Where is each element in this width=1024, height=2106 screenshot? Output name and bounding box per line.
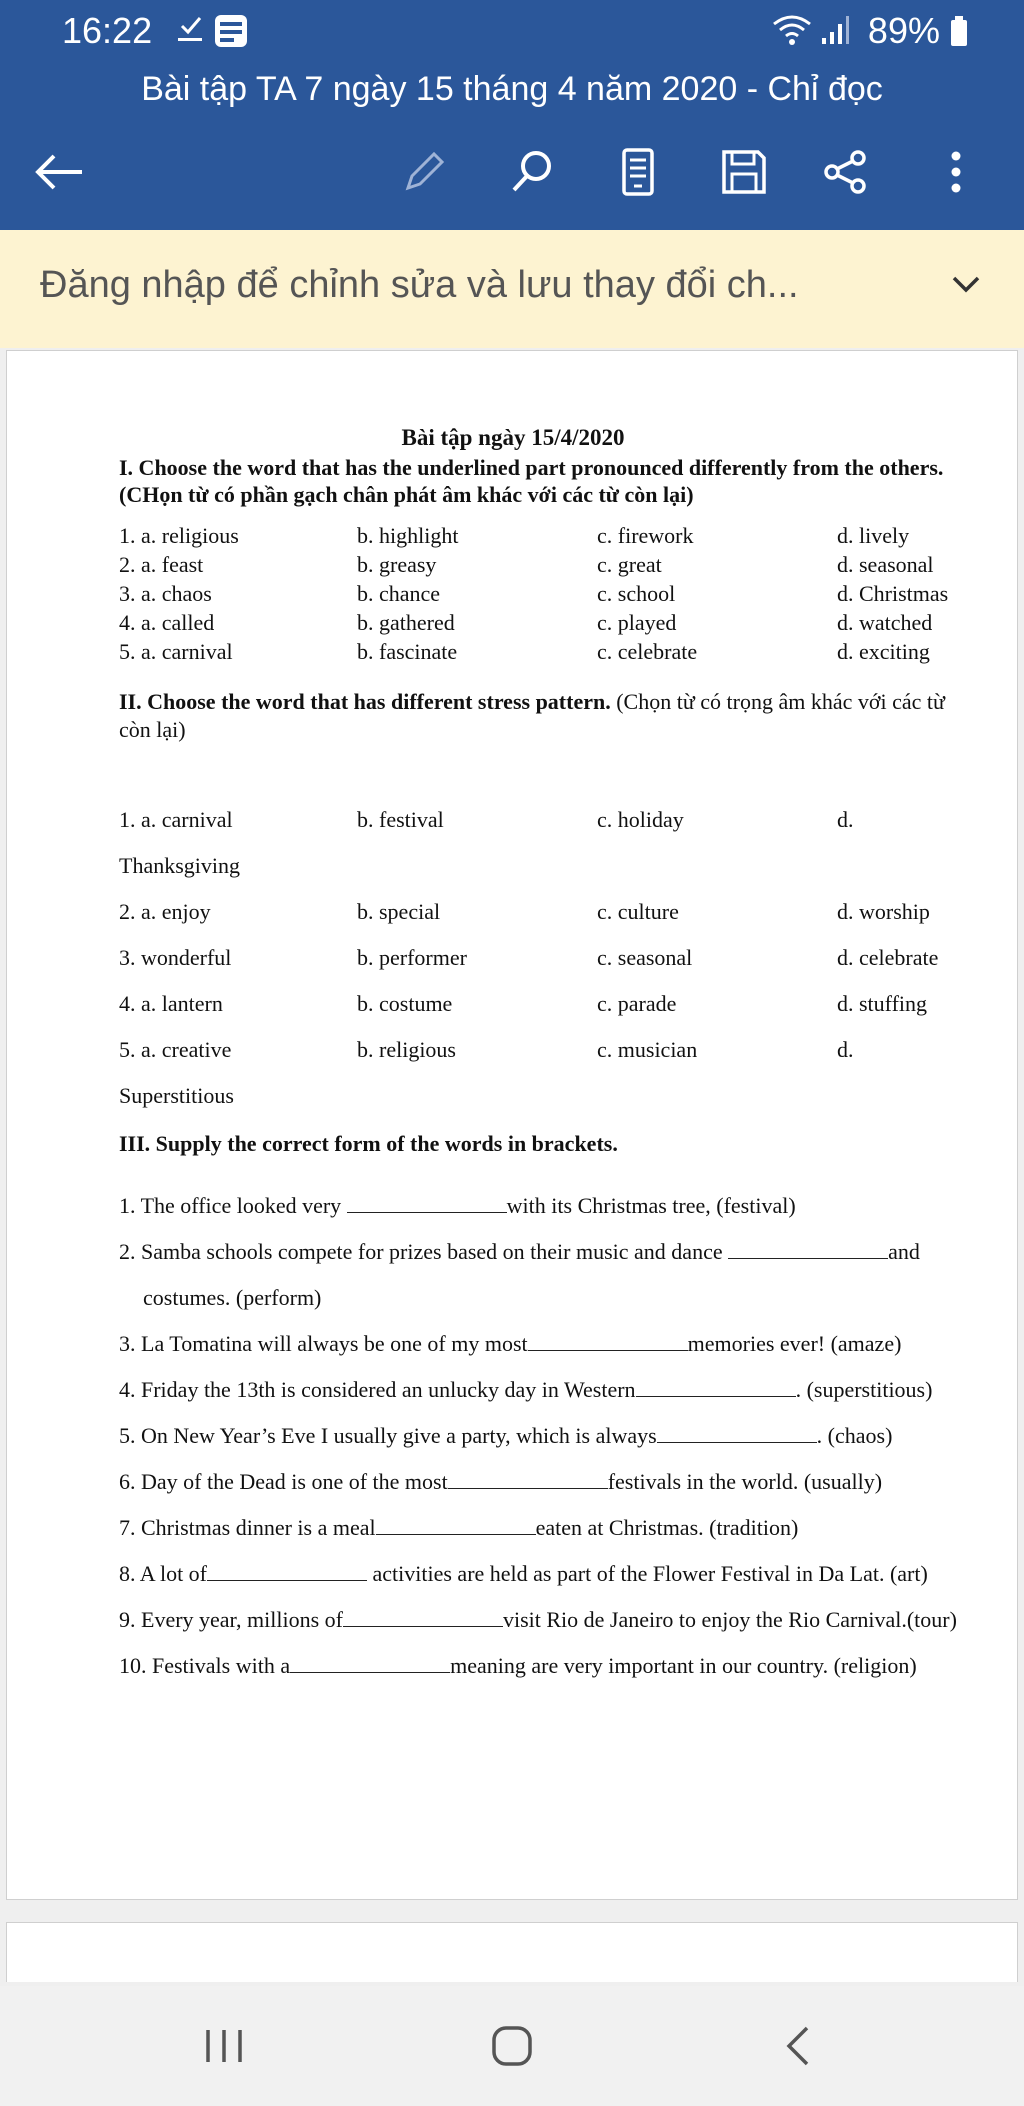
sign-in-banner[interactable] [0,230,1024,348]
s3-item-hint: activities are held as part of the Flower Festival in Da Lat. (art) [367,1561,928,1586]
s1-option: b. chance [357,581,441,606]
s3-item [119,1193,796,1219]
more-options-button[interactable] [924,140,988,204]
s3-item-hint: and [888,1239,920,1264]
s1-option: b. greasy [357,552,437,577]
s2-option: c. culture [597,899,679,924]
s3-item-text: 9. Every year, millions of [119,1607,343,1632]
s3-item-text: 6. Day of the Dead is one of the most [119,1469,448,1494]
next-document-page[interactable] [6,1922,1018,1982]
s1-option: 3. a. chaos [119,581,212,606]
share-button[interactable] [814,140,878,204]
battery-indicator [868,10,968,52]
s2-option: d. [837,1037,854,1062]
s1-option: c. firework [597,523,694,548]
banner-text: Đăng nhập để chỉnh sửa và lưu thay đổi ch... [40,264,799,306]
s3-item-text: 5. On New Year’s Eve I usually give a party, which is always [119,1423,657,1448]
s3-item [119,1469,882,1495]
s2-option: b. festival [357,807,444,832]
s3-item-text: 8. A lot of [119,1561,208,1586]
answer-blank [528,1332,688,1351]
answer-blank [657,1424,817,1443]
signal-icon [820,14,850,54]
s2-option: b. religious [357,1037,456,1062]
s2-option: 2. a. enjoy [119,899,211,924]
share-icon [822,148,870,196]
s1-option: c. played [597,610,677,635]
s3-item-hint: . (chaos) [816,1423,893,1448]
save-button[interactable] [712,140,776,204]
s3-item-hint: . (superstitious) [795,1377,933,1402]
s1-option: 1. a. religious [119,523,239,548]
pencil-icon [400,148,448,196]
s3-item [119,1331,901,1357]
s2-option: d. worship [837,899,930,924]
s2-option: b. special [357,899,441,924]
s3-item-text: 1. The office looked very [119,1193,347,1218]
s2-option: c. parade [597,991,677,1016]
s3-item [119,1423,892,1449]
document-title: Bài tập TA 7 ngày 15 tháng 4 năm 2020 - Chỉ đọc [141,70,883,108]
s3-item-text: 4. Friday the 13th is considered an unlucky day in Western [119,1377,636,1402]
recent-apps-button[interactable] [184,2016,264,2076]
section2-title-line2: còn lại) [119,717,186,742]
s3-item [119,1377,932,1403]
chevron-left-icon [783,2024,813,2068]
s3-item [119,1607,957,1633]
mobile-view-button[interactable] [606,140,670,204]
s3-item [119,1561,928,1587]
section2-title-bold: II. Choose the word that has different stress pattern. [119,689,611,714]
s2-option: 1. a. carnival [119,807,233,832]
answer-blank [376,1516,536,1535]
s2-option: d. celebrate [837,945,939,970]
answer-blank [636,1378,796,1397]
nav-back-button[interactable] [758,2016,838,2076]
more-vertical-icon [948,148,964,196]
s1-option: d. seasonal [837,552,934,577]
s3-item-hint: with its Christmas tree, (festival) [506,1193,796,1218]
s1-option: c. school [597,581,676,606]
s2-option: 4. a. lantern [119,991,223,1016]
s2-option: 3. wonderful [119,945,232,970]
s2-overflow-word: Superstitious [119,1083,234,1108]
s3-item-text: 3. La Tomatina will always be one of my most [119,1331,528,1356]
battery-icon [950,16,968,46]
s1-option: b. fascinate [357,639,458,664]
mobile-view-icon [618,148,658,196]
back-arrow-icon [32,152,84,192]
s2-option: b. performer [357,945,467,970]
s3-item-hint: visit Rio de Janeiro to enjoy the Rio Carnival.(tour) [502,1607,957,1632]
s2-option: c. holiday [597,807,684,832]
section2-title-rest: (Chọn từ có trọng âm khác với các từ [616,689,945,714]
search-icon [508,148,556,196]
s2-option: b. costume [357,991,453,1016]
battery-percent: 89% [867,10,940,51]
s2-option: c. seasonal [597,945,693,970]
s1-option: 2. a. feast [119,552,204,577]
s3-item-text: 10. Festivals with a [119,1653,291,1678]
status-time: 16:22 [62,10,153,51]
recent-apps-icon [202,2026,246,2066]
status-bar [0,0,1024,66]
answer-blank [347,1194,507,1213]
s1-option: b. gathered [357,610,455,635]
section2-title [119,689,945,715]
s3-item-text: 2. Samba schools compete for prizes based on their music and dance [119,1239,729,1264]
s1-option: 5. a. carnival [119,639,233,664]
s3-item [119,1653,917,1679]
s2-option: 5. a. creative [119,1037,232,1062]
home-button[interactable] [472,2016,552,2076]
section1-subtitle: (CHọn từ có phần gạch chân phát âm khác với các từ còn lại) [119,482,694,507]
s1-option: d. Christmas [837,581,949,606]
s3-item [119,1239,920,1265]
s2-option: c. musician [597,1037,698,1062]
s2-option: d. [837,807,854,832]
s3-item-hint: memories ever! (amaze) [687,1331,902,1356]
s1-option: d. exciting [837,639,930,664]
s1-option: 4. a. called [119,610,215,635]
doc-heading: Bài tập ngày 15/4/2020 [401,425,625,450]
s1-option: d. watched [837,610,933,635]
answer-blank [728,1240,888,1259]
section1-title: I. Choose the word that has the underlined part pronounced differently from the others. [119,455,944,480]
back-button[interactable] [26,140,90,204]
news-app-icon [214,14,248,56]
s3-item-text: 7. Christmas dinner is a meal [119,1515,376,1540]
answer-blank [207,1562,367,1581]
s2-option: d. stuffing [837,991,928,1016]
system-nav-bar [0,1986,1024,2106]
s3-item-continued: costumes. (perform) [143,1285,322,1310]
s1-option: b. highlight [357,523,459,548]
home-icon [490,2024,534,2068]
s3-item-hint: meaning are very important in our country. (religion) [450,1653,917,1678]
answer-blank [343,1608,503,1627]
search-button[interactable] [500,140,564,204]
answer-blank [290,1654,450,1673]
answer-blank [448,1470,608,1489]
app-toolbar [0,66,1024,230]
s3-item-hint: eaten at Christmas. (tradition) [535,1515,799,1540]
s1-option: d. lively [837,523,910,548]
wifi-icon [772,14,812,54]
save-icon [720,148,768,196]
edit-button[interactable] [392,140,456,204]
s3-item [119,1515,798,1541]
document-page[interactable] [6,350,1018,1900]
s1-option: c. celebrate [597,639,698,664]
download-icon [176,14,204,52]
s1-option: c. great [597,552,662,577]
section3-title: III. Supply the correct form of the words in brackets. [119,1131,618,1156]
chevron-down-icon[interactable] [948,266,984,307]
s2-overflow-word: Thanksgiving [119,853,240,878]
s3-item-hint: festivals in the world. (usually) [607,1469,883,1494]
